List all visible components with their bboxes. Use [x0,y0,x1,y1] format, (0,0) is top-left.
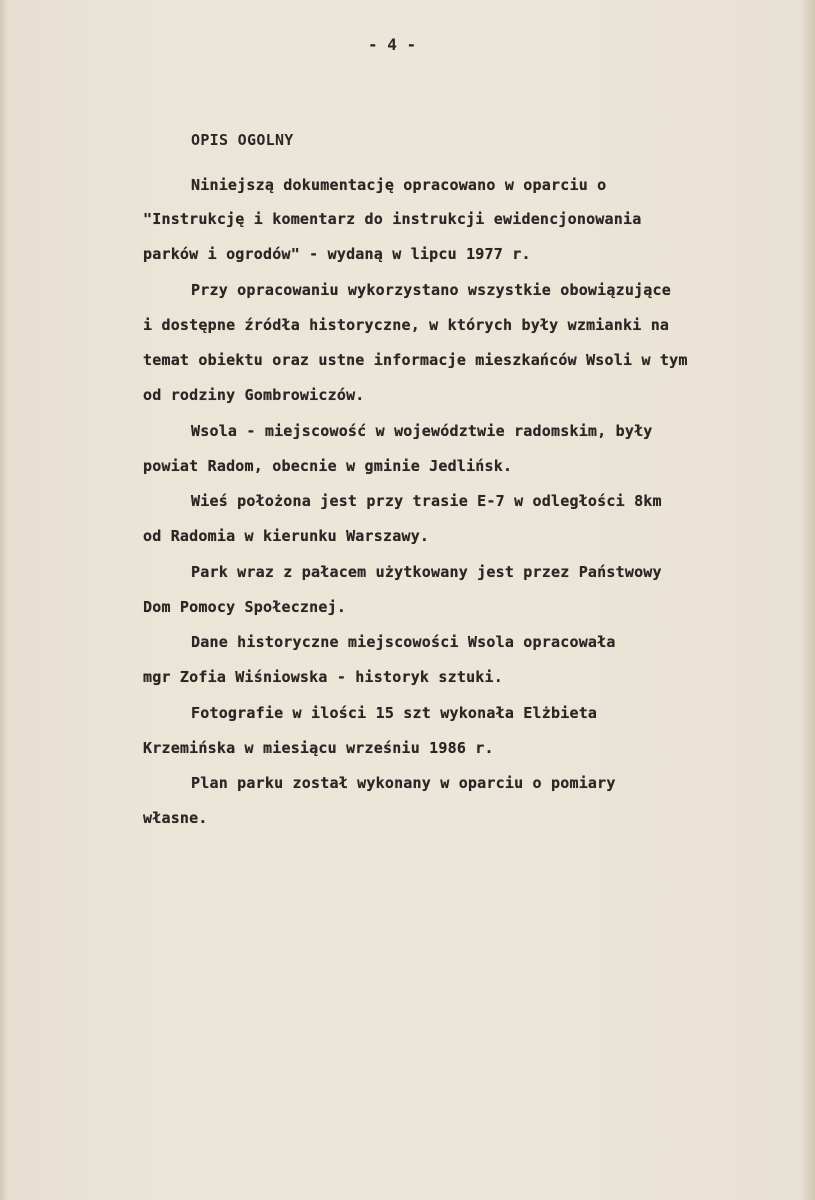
text-line: Dane historyczne miejscowości Wsola opracowała [191,633,616,651]
text-line: powiat Radom, obecnie w gminie Jedlińsk. [143,457,513,475]
text-line: Wieś położona jest przy trasie E-7 w odległości 8km [191,492,662,510]
text-line: "Instrukcję i komentarz do instrukcji ewidencjonowania [143,210,642,228]
text-line: Krzemińska w miesiącu wrześniu 1986 r. [143,739,494,757]
page-left-shadow [0,0,8,1200]
text-line: parków i ogrodów" - wydaną w lipcu 1977 r. [143,245,531,263]
text-line: mgr Zofia Wiśniowska - historyk sztuki. [143,668,503,686]
page-number: - 4 - [368,35,417,54]
text-line: od rodziny Gombrowiczów. [143,386,365,404]
text-line: i dostępne źródła historyczne, w których były wzmianki na [143,316,670,334]
text-line: własne. [143,809,208,827]
text-line: Plan parku został wykonany w oparciu o pomiary [191,774,616,792]
text-line: Niniejszą dokumentację opracowano w oparciu o [191,176,607,194]
text-line: Fotografie w ilości 15 szt wykonała Elżbieta [191,704,598,722]
text-line: Przy opracowaniu wykorzystano wszystkie obowiązujące [191,281,671,299]
text-line: Wsola - miejscowość w województwie radomskim, były [191,422,653,440]
text-line: Dom Pomocy Społecznej. [143,598,347,616]
text-line: temat obiektu oraz ustne informacje mieszkańców Wsoli w tym [143,351,688,369]
text-line: Park wraz z pałacem użytkowany jest przez Państwowy [191,563,662,581]
page-right-edge [801,0,815,1200]
text-line: od Radomia w kierunku Warszawy. [143,527,430,545]
section-heading: OPIS OGOLNY [191,131,294,149]
